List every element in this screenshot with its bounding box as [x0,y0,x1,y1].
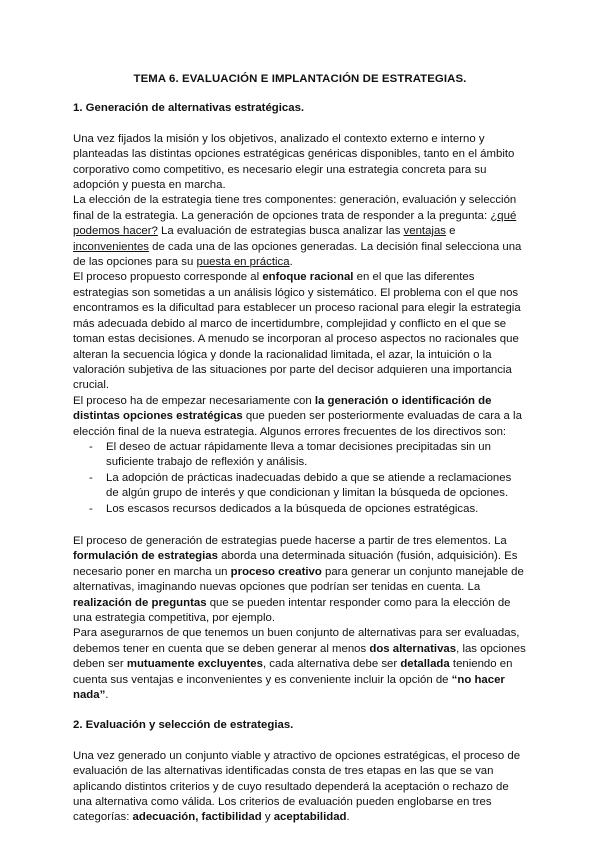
list-item [73,471,527,502]
text-run: de cada una de las opciones generadas. La decisión final selecciona una de las opciones para su [73,240,522,269]
text-run: La elección de la estrategia tiene tres componentes: generación, evaluación y selección final de la estrategia. La generación de opciones trata de responder a la pregunta: [73,194,517,222]
text-run: Una vez generado un conjunto viable y atractivo de opciones estratégicas, el proceso de evaluación de las alternativas identificadas consta de tres etapas en las que se van aplicando distintos criterios y de cuyo resultado dependerá la aceptación o rechazo de una alternativa como válida. Los criterios de evaluación pueden englobarse en tres categorías: [73,749,521,824]
dash-bullet: - [89,502,93,515]
bold-generacion-opciones: la generación o identificación de distintas opciones estratégicas [73,394,492,423]
document-title: TEMA 6. EVALUACIÓN E IMPLANTACIÓN DE ESTRATEGIAS. [133,73,467,85]
section-1-paragraph-2 [73,193,527,270]
section-1-paragraph-6 [73,626,527,703]
text-run: teniendo en cuenta sus ventajas e inconvenientes y es conveniente incluir la opción de [73,658,513,686]
bold-realizacion-preguntas: realización de preguntas [73,596,207,609]
bold-mutuamente-excluyentes: mutuamente excluyentes [126,658,263,671]
text-run: La evaluación de estrategias busca analizar las [157,225,404,238]
text-run: Para asegurarnos de que tenemos un buen conjunto de alternativas para ser evaluadas, debemos tener en cuenta que se deben generar al menos [73,627,520,655]
text-run: y [261,811,274,824]
text-run: El proceso de generación de estrategias puede hacerse a partir de tres elementos. La [73,534,507,547]
section-2-heading: 2. Evaluación y selección de estrategias. [73,719,294,732]
section-1-paragraph-5 [73,534,527,626]
underlined-inconvenientes: inconvenientes [73,240,149,253]
underlined-ventajas: ventajas [403,225,446,238]
list-item-text: La adopción de prácticas inadecuadas debido a que se atiende a reclamaciones de algún grupo de interés y que condicionan y limitan la búsqueda de opciones. [106,471,512,500]
spacer [73,703,527,718]
section-1-paragraph-4 [73,394,527,440]
text-run: para generar un conjunto manejable de alternativas, imaginando nuevas opciones que podrían ser tenidas en cuenta. La [73,565,524,594]
text-run: que se pueden intentar responder como para la elección de una estrategia competitiva, por ejemplo. [73,596,511,624]
section-1-paragraph-1: Una vez fijados la misión y los objetivos, analizado el contexto externo e interno y planteadas las distintas opciones estratégicas genéricas disponibles, tanto en el ámbito corporativo como competitivo, es necesario elegir una estrategia concreta para su adopción y puesta en marcha. [73,132,515,192]
section-2-paragraph-1 [73,749,527,826]
list-item-text: El deseo de actuar rápidamente lleva a tomar decisiones precipitadas sin un suficiente trabajo de reflexión y análisis. [106,440,491,469]
list-item-text: Los escasos recursos dedicados a la búsqueda de opciones estratégicas. [106,502,479,515]
text-run: , las opciones deben ser [73,642,526,671]
text-run: aborda una determinada situación (fusión, adquisición). Es necesario poner en marcha un [73,550,518,578]
list-item [73,502,527,517]
bold-no-hacer-nada: “no hacer nada” [73,673,505,702]
text-run: e [445,225,456,238]
dash-bullet: - [89,440,93,453]
section-1-heading: 1. Generación de alternativas estratégicas. [73,102,305,115]
bold-aceptabilidad: aceptabilidad [273,811,347,824]
text-run: que pueden ser posteriormente evaluadas de cara a la elección final de la nueva estrategia. Algunos errores frecuentes de los directivos son: [73,410,522,438]
spacer [73,517,527,532]
text-run: en el que las diferentes estrategias son sometidas a un análisis lógico y sistemático. El problema con el que nos encontramos es la dificultad para establecer un proceso racional para elegir la estrategia más adecuada debido al marco de incertidumbre, complejidad y conflicto en el que se toman estas decisiones. A menudo se incorporan al proceso aspectos no racionales que alteran la secuencia lógica y donde la racionalidad limitada, el azar, la intuición o la valoración subjetiva de las situaciones por parte del decisor adquieren una importancia crucial. [73,271,521,392]
bold-formulacion: formulación de estrategias [73,550,218,563]
text-run: El proceso propuesto corresponde al [73,271,263,284]
underlined-question: ¿qué podemos hacer? [73,209,517,238]
bold-adecuacion-factibilidad: adecuación, factibilidad [132,811,262,824]
dash-bullet: - [89,471,93,484]
section-1-paragraph-3 [73,270,527,393]
text-run: . [346,811,350,824]
bold-proceso-creativo: proceso creativo [230,565,322,578]
text-run: , cada alternativa debe ser [262,658,401,671]
bold-dos-alternativas: dos alternativas [369,642,457,655]
text-run: . [105,689,109,702]
bold-detallada: detallada [400,658,450,671]
errors-list [73,440,527,517]
bold-enfoque-racional: enfoque racional [262,271,354,284]
text-run: . [289,256,293,269]
list-item [73,440,527,471]
text-run: El proceso ha de empezar necesariamente con [73,394,315,407]
underlined-puesta-en-practica: puesta en práctica [196,256,290,269]
